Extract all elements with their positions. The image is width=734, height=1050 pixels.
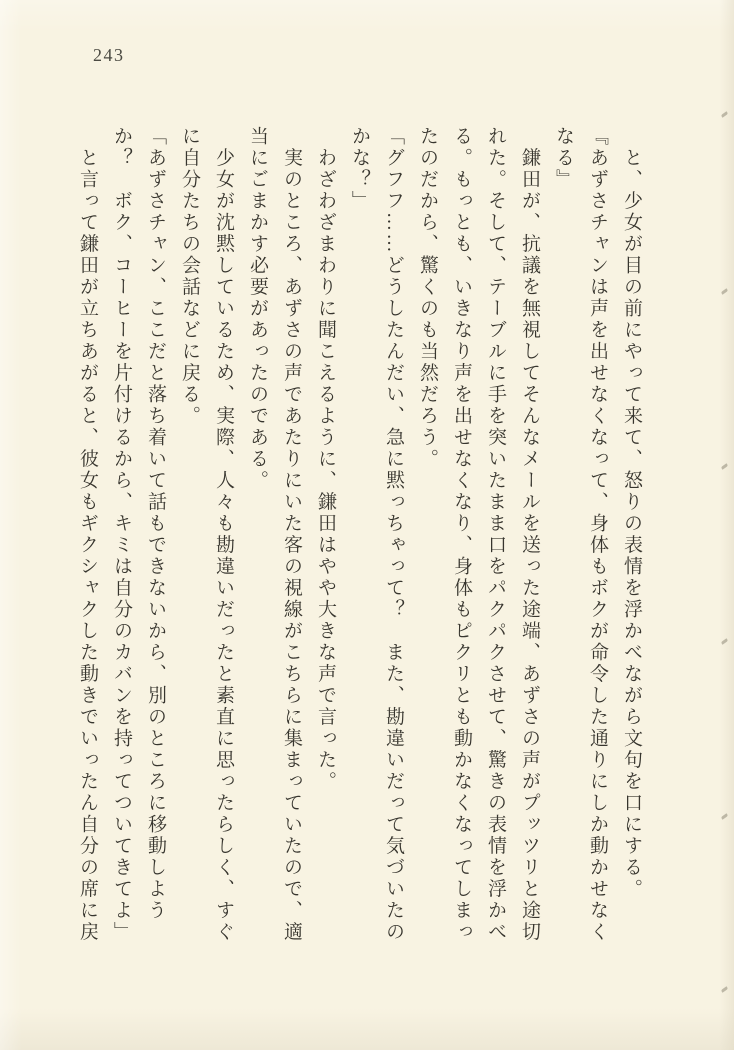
text-line: か？ ボク、コーヒーを片付けるから、キミは自分のカバンを持ってついてきてよ」 <box>111 126 132 943</box>
binding-speck <box>721 288 728 294</box>
text-line: 鎌田が、抗議を無視してそんなメールを送った途端、あずさの声がプッツリと途切 <box>519 126 540 943</box>
text-line: なる』 <box>553 126 574 191</box>
text-line: 『あずさチャンは声を出せなくなって、身体もボクが命令した通りにしか動かせなく <box>587 126 608 943</box>
text-line: 当にごまかす必要があったのである。 <box>247 126 268 492</box>
text-line: と言って鎌田が立ちあがると、彼女もギクシャクした動きでいったん自分の席に戻 <box>77 126 98 943</box>
text-line: 実のところ、あずさの声であたりにいた客の視線がこちらに集まっていたので、適 <box>281 126 302 943</box>
text-line: 少女が沈黙しているため、実際、人々も勘違いだったと素直に思ったらしく、すぐ <box>213 126 234 943</box>
binding-speck <box>721 813 728 819</box>
text-line: たのだから、驚くのも当然だろう。 <box>417 126 438 470</box>
text-line: かな？」 <box>349 126 370 212</box>
text-line: 「グフフ……どうしたんだい、急に黙っちゃって？ また、勘違いだって気づいたの <box>383 126 404 943</box>
text-line: 「あずさチャン、ここだと落ち着いて話もできないから、別のところに移動しよう <box>145 126 166 922</box>
text-line: と、少女が目の前にやって来て、怒りの表情を浮かべながら文句を口にする。 <box>621 126 642 900</box>
binding-speck <box>721 463 728 469</box>
text-line: れた。そして、テーブルに手を突いたまま口をパクパクさせて、驚きの表情を浮かべ <box>485 126 506 943</box>
text-line: わざわざまわりに聞こえるように、鎌田はやや大きな声で言った。 <box>315 126 336 793</box>
binding-speck <box>721 638 728 644</box>
page-number: 243 <box>93 45 125 65</box>
binding-speck <box>721 986 728 992</box>
text-line: に自分たちの会話などに戻る。 <box>179 126 200 427</box>
binding-speck <box>721 111 728 117</box>
vertical-text-block <box>70 126 648 944</box>
text-line: る。もっとも、いきなり声を出せなくなり、身体もピクリとも動かなくなってしまっ <box>451 126 472 943</box>
